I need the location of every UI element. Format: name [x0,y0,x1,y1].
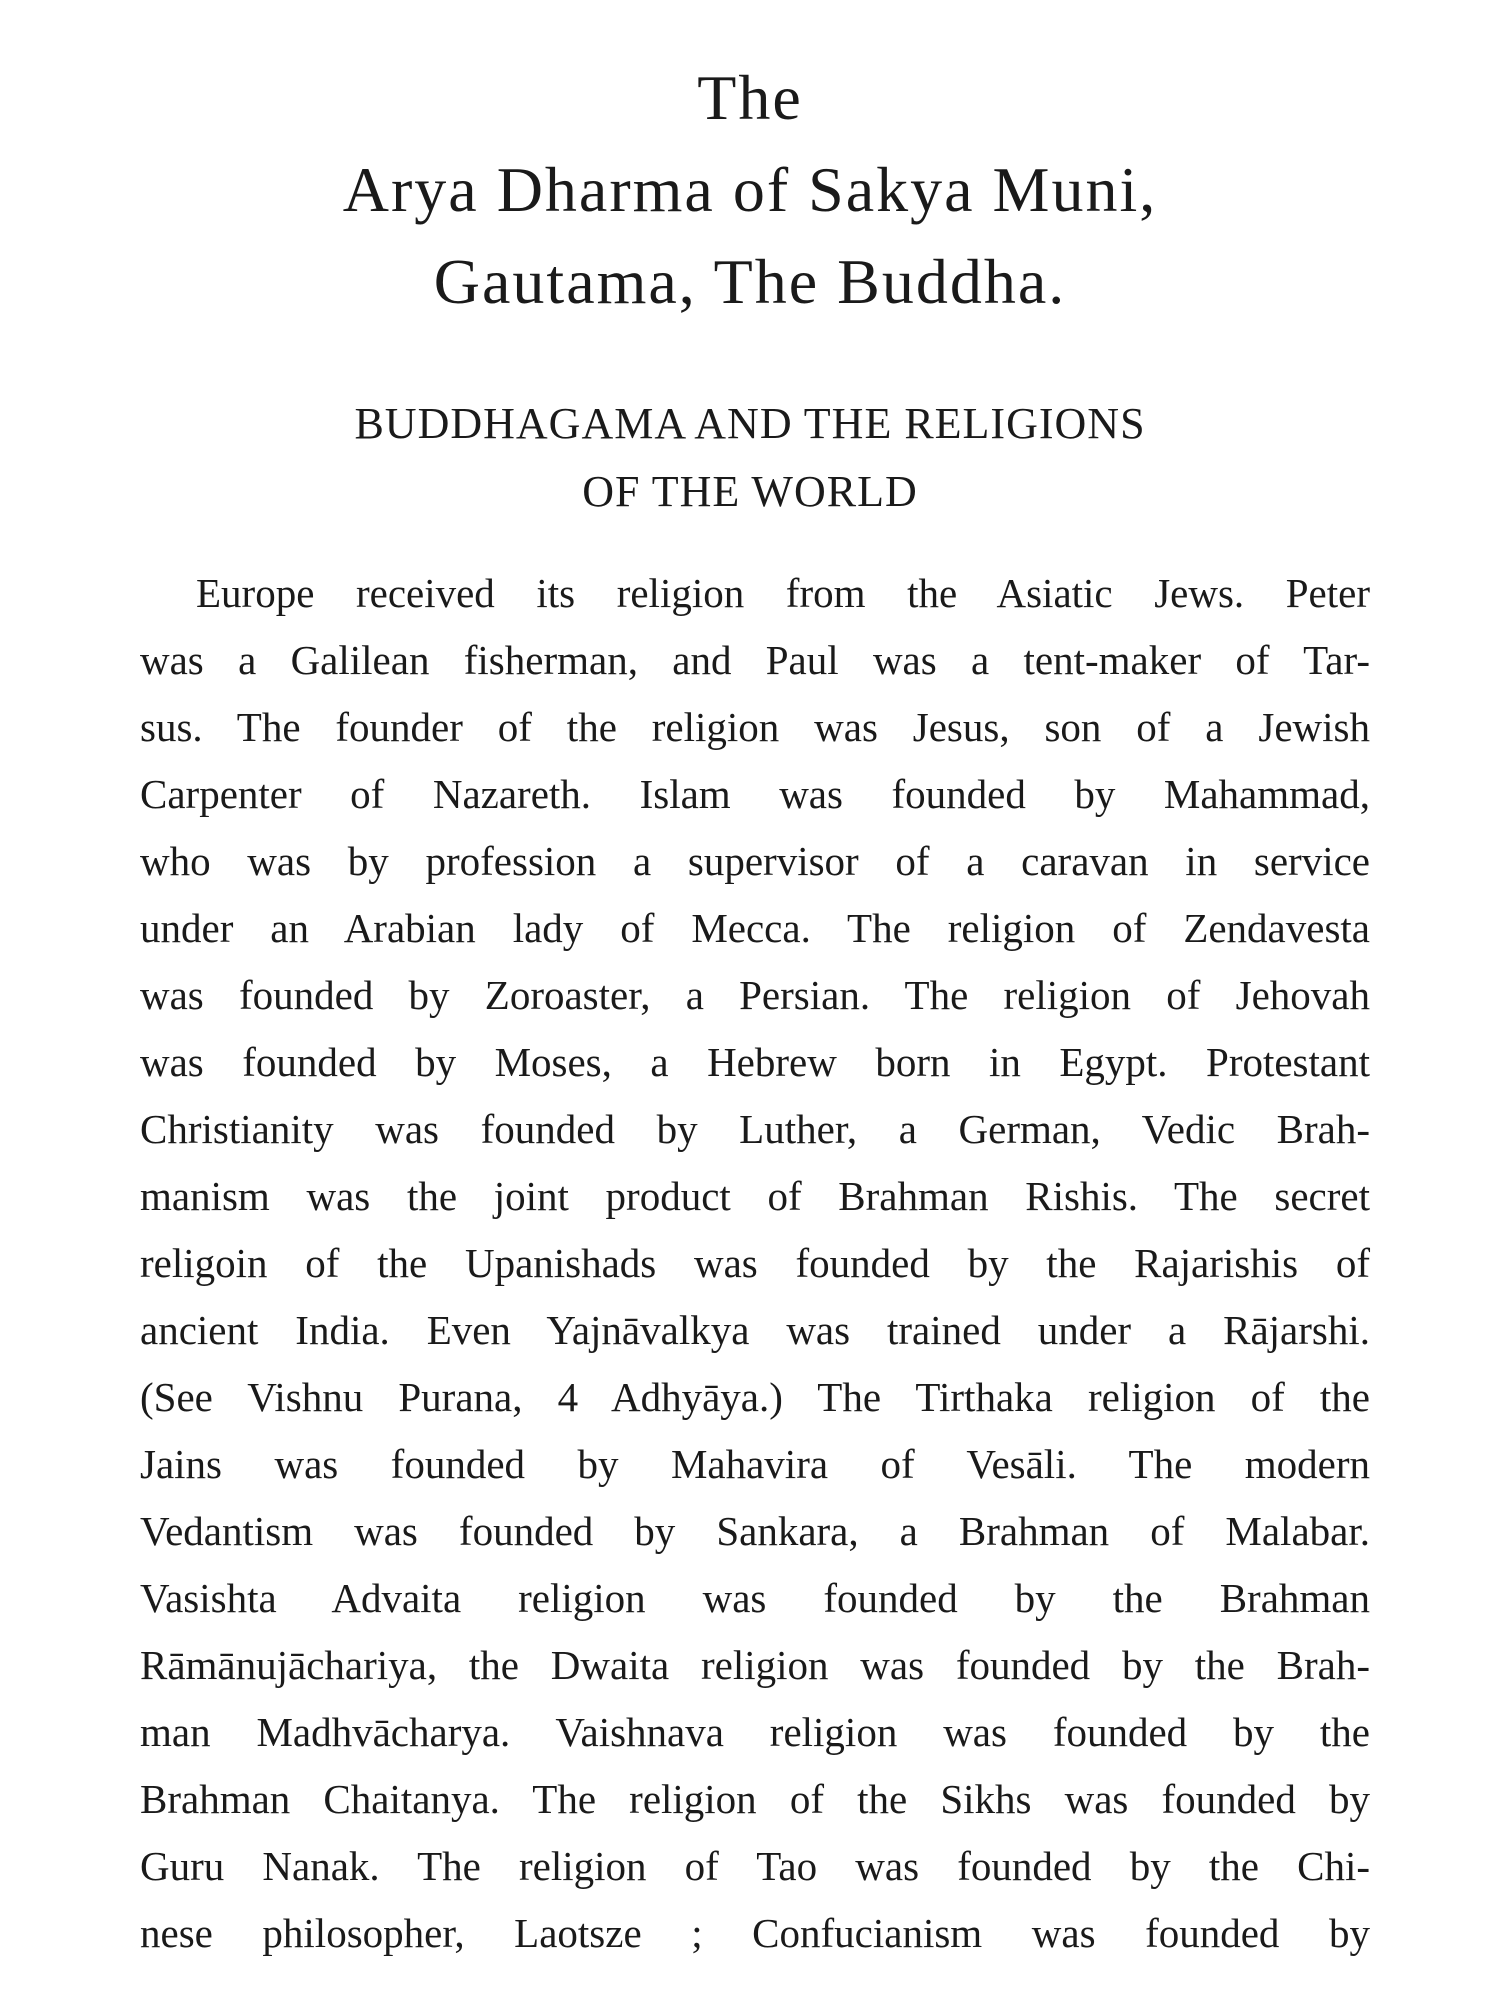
text-line: Vedantism was founded by Sankara, a Brahman of Malabar. [140,1508,1370,1554]
text-line: was founded by Zoroaster, a Persian. The religion of Jehovah [140,972,1370,1018]
text-line: Jains was founded by Mahavira of Vesāli. The modern [140,1441,1370,1487]
title-line: Gautama, The Buddha. [433,246,1067,317]
text-line: man Madhvācharya. Vaishnava religion was founded by the [140,1709,1370,1755]
text-line: ancient India. Even Yajnāvalkya was trained under a Rājarshi. [140,1307,1370,1353]
text-line: Vasishta Advaita religion was founded by the Brahman [140,1575,1370,1621]
text-line: religoin of the Upanishads was founded by the Rajarishis of [140,1240,1370,1286]
section-heading-line: BUDDHAGAMA AND THE RELIGIONS [354,399,1146,448]
section-heading-line: OF THE WORLD [582,467,918,516]
text-line: Brahman Chaitanya. The religion of the Sikhs was founded by [140,1776,1370,1822]
text-line: nese philosopher, Laotsze ; Confucianism was founded by [140,1910,1370,1956]
text-line: (See Vishnu Purana, 4 Adhyāya.) The Tirthaka religion of the [140,1374,1370,1420]
text-line: who was by profession a supervisor of a caravan in service [140,838,1370,884]
text-line: sus. The founder of the religion was Jesus, son of a Jewish [140,704,1370,750]
text-line: manism was the joint product of Brahman Rishis. The secret [140,1173,1370,1219]
title-line: Arya Dharma of Sakya Muni, [342,154,1158,225]
text-line: Rāmānujāchariya, the Dwaita religion was founded by the Brah- [140,1642,1370,1688]
text-line: Christianity was founded by Luther, a German, Vedic Brah- [140,1106,1370,1152]
text-line: Europe received its religion from the Asiatic Jews. Peter [196,570,1370,616]
title-line: The [697,62,803,133]
page-title [0,52,1500,328]
text-line: under an Arabian lady of Mecca. The religion of Zendavesta [140,905,1370,951]
text-line: was a Galilean fisherman, and Paul was a tent-maker of Tar- [140,637,1370,683]
text-line: Carpenter of Nazareth. Islam was founded by Mahammad, [140,771,1370,817]
text-line: Guru Nanak. The religion of Tao was founded by the Chi- [140,1843,1370,1889]
body-paragraph [140,560,1370,1967]
text-line: was founded by Moses, a Hebrew born in Egypt. Protestant [140,1039,1370,1085]
section-heading [0,390,1500,526]
